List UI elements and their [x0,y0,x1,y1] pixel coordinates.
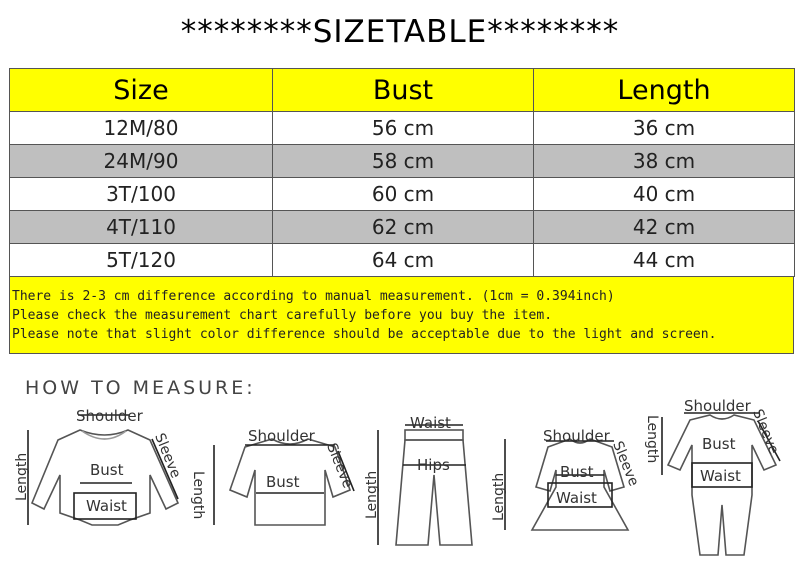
cell-bust: 56 cm [273,112,534,145]
table-row [10,112,795,145]
label-shoulder: Shoulder [248,427,315,445]
cell-length: 38 cm [534,145,795,178]
column-header-length: Length [534,69,795,112]
cell-size: 5T/120 [10,244,273,277]
label-bust: Bust [702,435,736,453]
pants-icon [378,425,472,545]
label-hips: Hips [417,456,450,474]
cell-bust: 60 cm [273,178,534,211]
label-sleeve: Sleeve [151,431,184,481]
label-length: Length [364,470,380,519]
cell-bust: 58 cm [273,145,534,178]
cell-length: 36 cm [534,112,795,145]
note-line: Please check the measurement chart carefully before you buy the item. [12,308,553,323]
cell-size: 24M/90 [10,145,273,178]
table-row [10,244,795,277]
table-row [10,211,795,244]
page-title: ********SIZETABLE******** [180,14,620,50]
cell-size: 12M/80 [10,112,273,145]
cell-length: 40 cm [534,178,795,211]
label-length: Length [491,472,507,521]
label-sleeve: Sleeve [749,407,782,457]
size-table [9,68,795,277]
note-line: There is 2-3 cm difference according to manual measurement. (1cm = 0.394inch) [12,289,615,304]
label-waist: Waist [410,414,451,432]
label-waist: Waist [700,467,741,485]
dress-icon [505,439,628,530]
column-header-bust: Bust [273,69,534,112]
table-row [10,178,795,211]
column-header-size: Size [10,69,273,112]
cell-bust: 64 cm [273,244,534,277]
label-sleeve: Sleeve [323,441,356,491]
cell-length: 44 cm [534,244,795,277]
label-waist: Waist [86,497,127,515]
measure-figures [0,395,800,565]
cell-length: 42 cm [534,211,795,244]
table-row [10,145,795,178]
cell-bust: 62 cm [273,211,534,244]
label-shoulder: Shoulder [76,407,143,425]
cell-size: 3T/100 [10,178,273,211]
label-shoulder: Shoulder [543,427,610,445]
label-sleeve: Sleeve [609,439,642,489]
cell-size: 4T/110 [10,211,273,244]
how-to-measure-heading: HOW TO MEASURE: [25,377,256,399]
measurement-notes [9,276,794,354]
label-bust: Bust [560,463,594,481]
label-length: Length [190,471,206,520]
label-bust: Bust [90,461,124,479]
table-header-row [10,69,795,112]
note-line: Please note that slight color difference should be acceptable due to the light and screen. [12,327,717,342]
label-length: Length [14,452,30,501]
label-length: Length [644,415,660,464]
label-shoulder: Shoulder [684,397,751,415]
label-waist: Waist [556,489,597,507]
label-bust: Bust [266,473,300,491]
